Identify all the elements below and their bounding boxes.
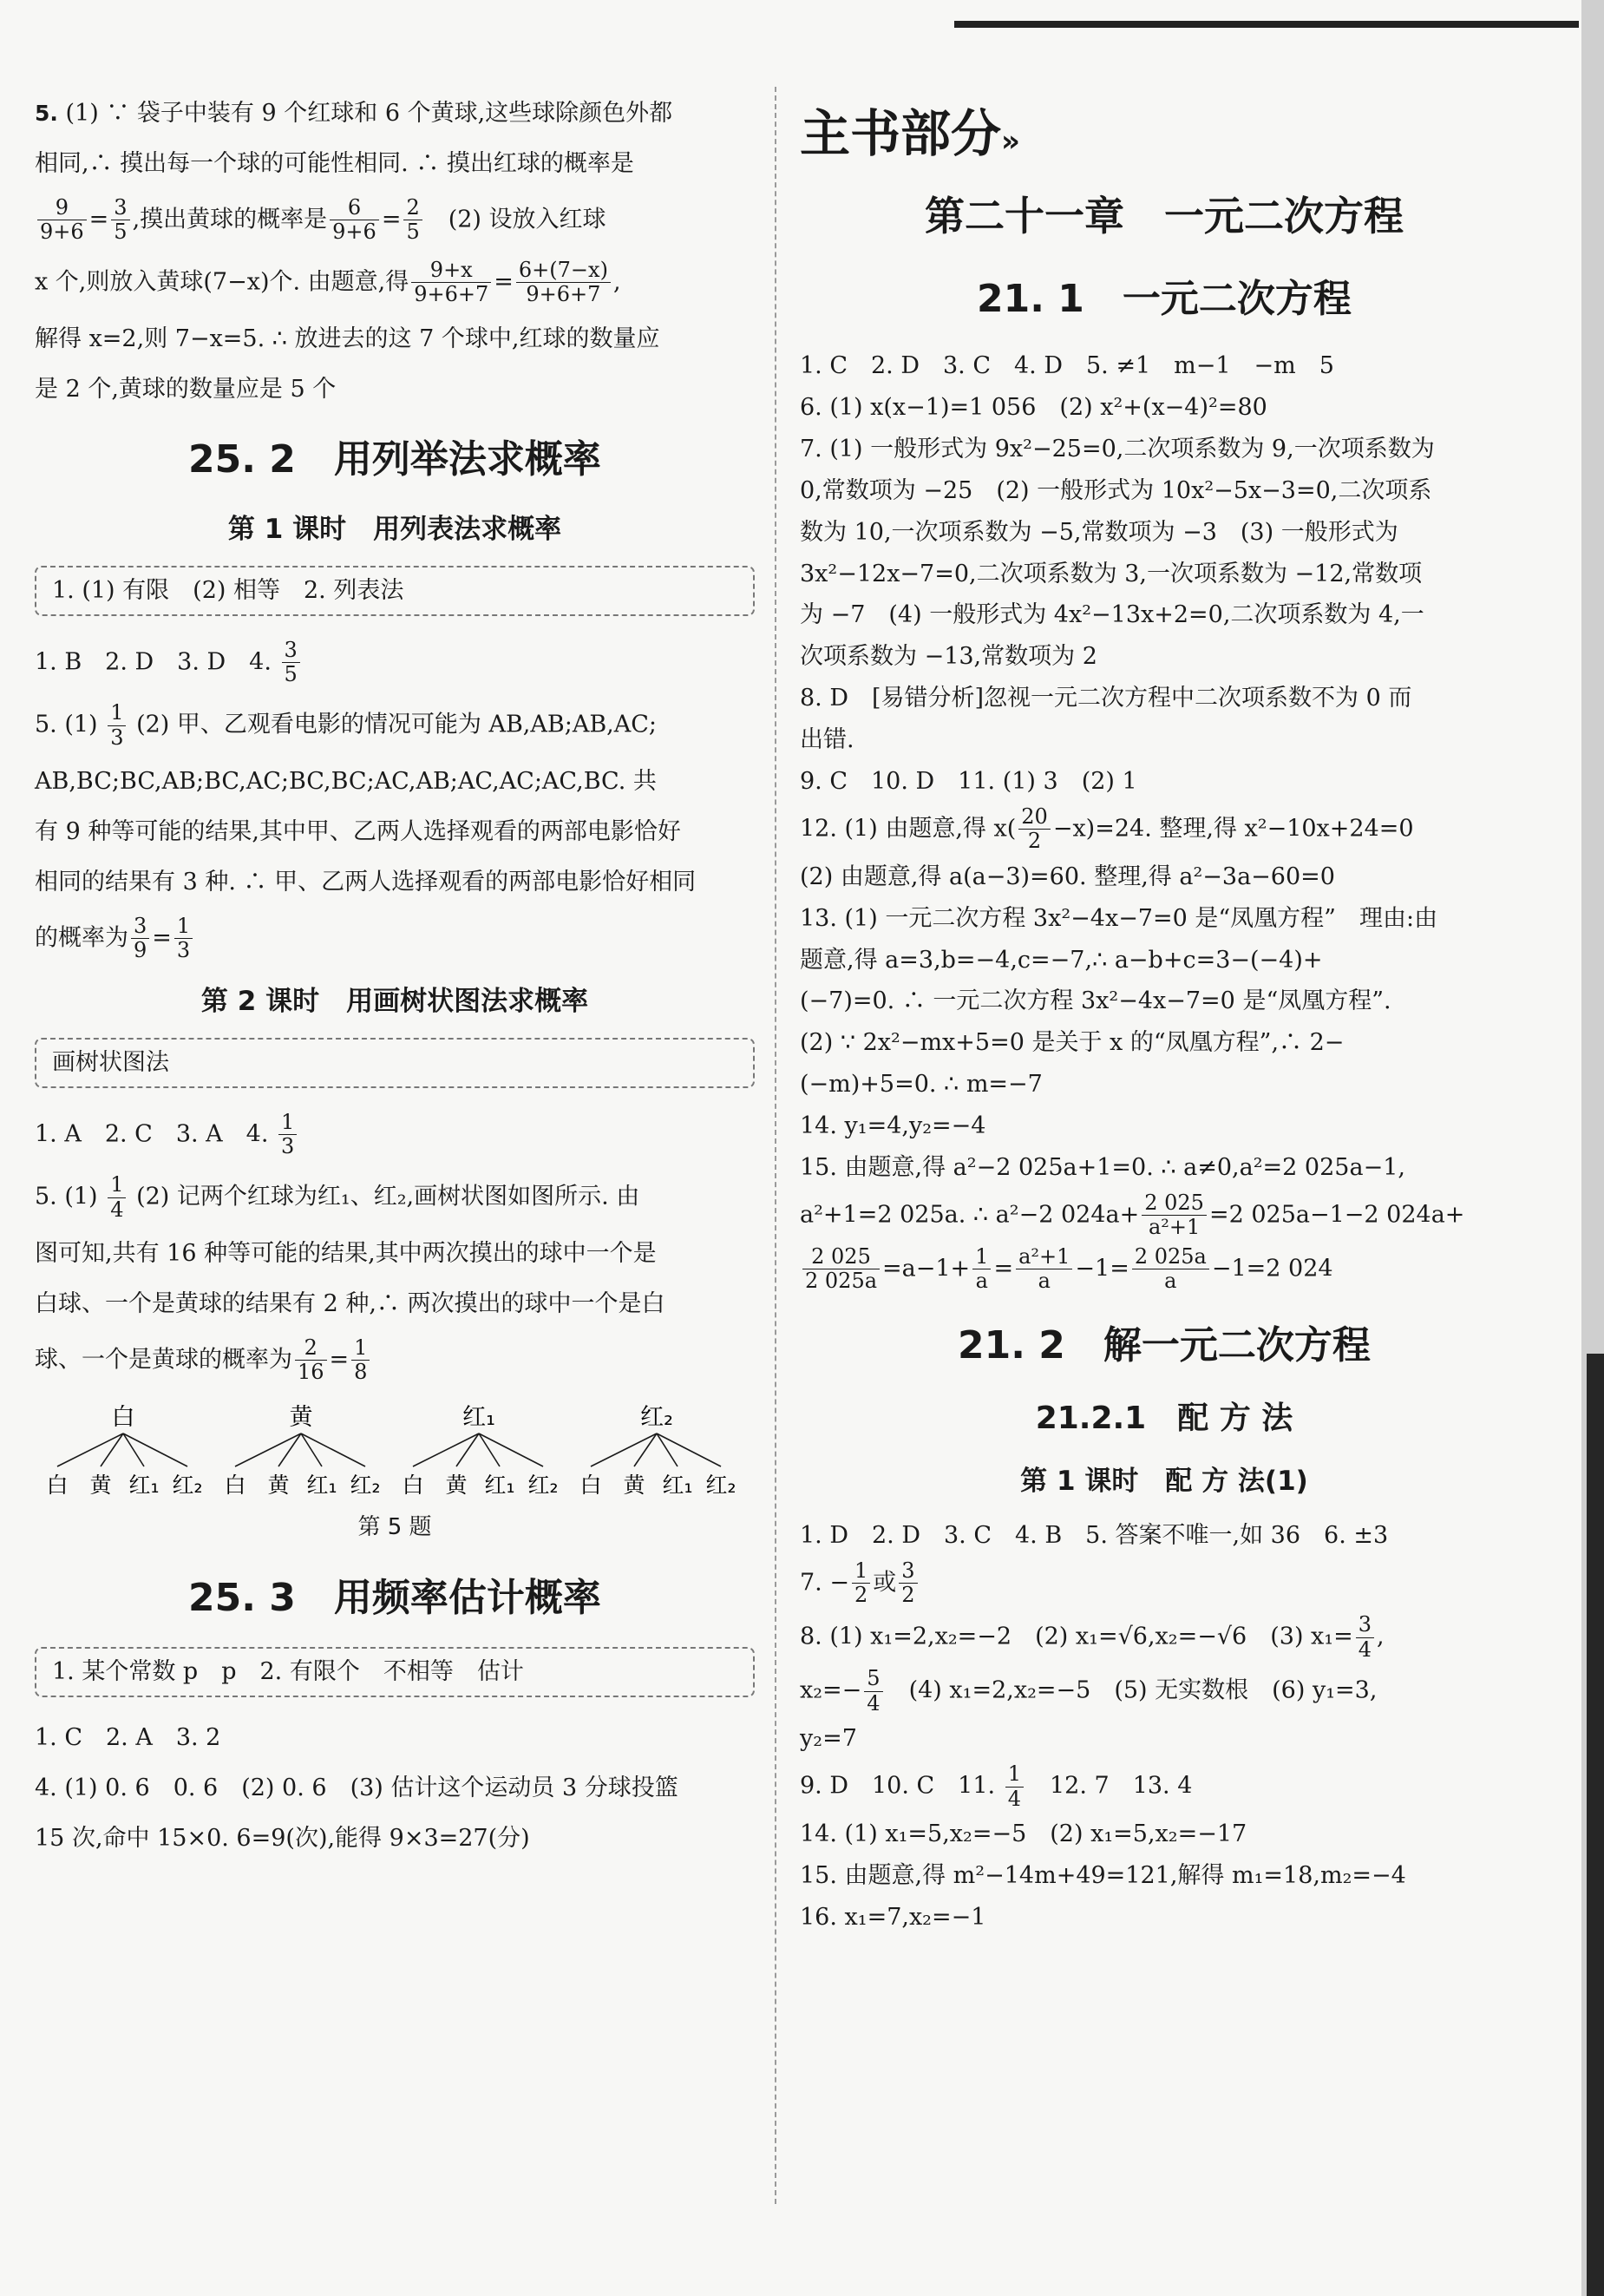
fraction: $\frac{1}{3}$ xyxy=(174,915,193,963)
fraction: $\frac{2 025}{2 025a}$ xyxy=(802,1245,880,1294)
answer-line: 1. D 2. D 3. C 4. B 5. 答案不唯一,如 36 6. ±3 xyxy=(800,1522,1389,1549)
tree-root-node: 黄 xyxy=(289,1404,313,1432)
fraction: $\frac{1}{2}$ xyxy=(852,1559,870,1608)
q5-lesson2-l3: 白球、一个是黄球的结果有 2 种,∴ 两次摸出的球中一个是白 xyxy=(35,1290,665,1318)
fraction: $\frac{2}{5}$ xyxy=(403,196,422,245)
tree-leaf-node: 白 xyxy=(224,1473,246,1499)
q5-line-3: $\frac{9}{9+6}$ = $\frac{3}{5}$ ,摸出黄球的概率是 $\frac{6}{9+6}$ = $\frac{2}{5}$ (2) 设放入红球 xyxy=(35,196,755,245)
tree-root-node: 红₂ xyxy=(640,1404,673,1432)
answer-line-q8-2: x₂=− $\frac{5}{4}$ (4) x₁=2,x₂=−5 (5) 无实数根 (6) y₁=3, xyxy=(800,1666,1378,1715)
fraction: $\frac{9+x}{9+6+7}$ xyxy=(411,259,491,307)
tree-leaf-node: 黄 xyxy=(445,1473,468,1499)
lesson-title-2: 第 2 课时 用画树状图法求概率 xyxy=(200,985,589,1017)
answer-line: 14. (1) x₁=5,x₂=−5 (2) x₁=5,x₂=−17 xyxy=(800,1820,1247,1848)
left-column xyxy=(35,95,755,1871)
fraction: $\frac{3}{5}$ xyxy=(282,639,300,687)
answer-line: 0,常数项为 −25 (2) 一般形式为 10x²−5x−3=0,二次项系 xyxy=(800,476,1432,504)
tree-diagram xyxy=(35,1399,755,1546)
answers-row: 1. B 2. D 3. D 4. $\frac{3}{5}$ xyxy=(35,639,755,687)
fraction: $\frac{1}{3}$ xyxy=(278,1111,297,1159)
tree-leaf-node: 黄 xyxy=(89,1473,112,1499)
answer-line: 3x²−12x−7=0,二次项系数为 3,一次项系数为 −12,常数项 xyxy=(800,560,1423,587)
page-edge-dark xyxy=(1587,1354,1604,2296)
tree-root-node: 红₁ xyxy=(462,1404,495,1432)
answer-line: (2) 由题意,得 a(a−3)=60. 整理,得 a²−3a−60=0 xyxy=(800,863,1335,890)
tree-leaf-node: 红₂ xyxy=(172,1473,203,1499)
fraction: $\frac{5}{4}$ xyxy=(864,1667,882,1715)
chapter-title: 第二十一章 一元二次方程 xyxy=(925,192,1404,239)
answer-line: 出错. xyxy=(800,725,854,753)
answer-line: 为 −7 (4) 一般形式为 4x²−13x+2=0,二次项系数为 4,一 xyxy=(800,601,1424,629)
fraction: $\frac{1}{a}$ xyxy=(972,1245,991,1294)
fraction: $\frac{3}{4}$ xyxy=(1356,1613,1374,1662)
answer-line: 14. y₁=4,y₂=−4 xyxy=(800,1112,986,1139)
q4-line-1: 4. (1) 0. 6 0. 6 (2) 0. 6 (3) 估计这个运动员 3 分球投篮 xyxy=(35,1774,678,1801)
fraction: $\frac{2 025a}{a}$ xyxy=(1132,1245,1209,1294)
answer-line: 16. x₁=7,x₂=−1 xyxy=(800,1904,986,1932)
answer-line: (−m)+5=0. ∴ m=−7 xyxy=(800,1071,1043,1099)
main-title: 主书部分» xyxy=(800,104,1020,163)
answer-line: 次项系数为 −13,常数项为 2 xyxy=(800,643,1097,671)
answer-line: 15. 由题意,得 a²−2 025a+1=0. ∴ a≠0,a²=2 025a−1, xyxy=(800,1153,1405,1181)
fraction: $\frac{\text{a²+1}}{a}$ xyxy=(1016,1245,1072,1294)
section-title-25-2: 25. 2 用列举法求概率 xyxy=(188,436,601,482)
q5-lesson1-l5: 的概率为 $\frac{3}{9}$ = $\frac{1}{3}$ xyxy=(35,915,755,963)
tree-branch xyxy=(57,1433,123,1466)
tree-leaf-node: 红₂ xyxy=(350,1473,381,1499)
double-chevron-icon: » xyxy=(1001,124,1020,159)
fraction: $\frac{3}{2}$ xyxy=(899,1559,917,1608)
q5-line-1: 5. (1) ∵ 袋子中装有 9 个红球和 6 个黄球,这些球除颜色外都 xyxy=(35,100,673,127)
q5-lesson1-l2: AB,BC;BC,AB;BC,AC;BC,BC;AC,AB;AC,AC;AC,BC. 共 xyxy=(35,768,657,796)
answer-line: 15. 由题意,得 m²−14m+49=121,解得 m₁=18,m₂=−4 xyxy=(800,1862,1406,1890)
answer-line-q15-3: $\frac{2 025}{2 025a}$ =a−1+ $\frac{1}{a}$ = $\frac{\text{a²+1}}{a}$ −1= $\frac{2 025a}{a}$ −1=2 024 xyxy=(800,1245,1529,1294)
fraction: $\frac{1}{3}$ xyxy=(108,701,126,750)
fraction: $\frac{20}{2}$ xyxy=(1018,805,1051,854)
section-title-25-3: 25. 3 用频率估计概率 xyxy=(188,1576,601,1621)
tree-leaf-node: 白 xyxy=(46,1473,69,1499)
lesson-title: 第 1 课时 配 方 法(1) xyxy=(1020,1465,1308,1497)
tree-leaf-node: 白 xyxy=(579,1473,602,1499)
answer-line: 8. D [易错分析]忽视一元二次方程中二次项系数不为 0 而 xyxy=(800,685,1412,712)
tree-leaf-node: 红₁ xyxy=(662,1473,693,1499)
answer-line: y₂=7 xyxy=(800,1725,857,1753)
tree-leaf-node: 黄 xyxy=(623,1473,645,1499)
fraction: $\frac{2 025}{\text{a²+1}}$ xyxy=(1142,1191,1207,1240)
answer-line: (−7)=0. ∴ 一元二次方程 3x²−4x−7=0 是“凤凰方程”. xyxy=(800,987,1391,1015)
tree-diagram-svg xyxy=(35,1399,755,1512)
fraction: $\frac{1}{4}$ xyxy=(108,1173,126,1222)
lesson-title-1: 第 1 课时 用列表法求概率 xyxy=(227,513,562,545)
answer-line-q9: 9. D 10. C 11. $\frac{1}{4}$ 12. 7 13. 4 xyxy=(800,1761,1193,1811)
fraction: $\frac{9}{9+6}$ xyxy=(37,196,87,245)
column-divider xyxy=(775,87,776,2204)
tree-branch xyxy=(235,1433,301,1466)
tree-leaf-node: 红₁ xyxy=(128,1473,160,1499)
answer-line: 题意,得 a=3,b=−4,c=−7,∴ a−b+c=3−(−4)+ xyxy=(800,946,1323,974)
q5-lesson2-l2: 图可知,共有 16 种等可能的结果,其中两次摸出的球中一个是 xyxy=(35,1240,657,1268)
q5-line-6: 是 2 个,黄球的数量应是 5 个 xyxy=(35,375,337,403)
key-points-box: 1. (1) 有限 (2) 相等 2. 列表法 xyxy=(35,566,755,616)
fraction: $\frac{3}{5}$ xyxy=(111,196,129,245)
q5-lesson1-l4: 相同的结果有 3 种. ∴ 甲、乙两人选择观看的两部电影恰好相同 xyxy=(35,868,697,895)
answer-line-q7: 7. − $\frac{1}{2}$ 或 $\frac{3}{2}$ xyxy=(800,1559,1529,1608)
tree-root-node: 白 xyxy=(111,1404,135,1432)
tree-leaf-node: 黄 xyxy=(267,1473,290,1499)
fraction: $\frac{6}{9+6}$ xyxy=(330,196,379,245)
answers-row: 1. C 2. A 3. 2 xyxy=(35,1724,221,1752)
q5-lesson1-l3: 有 9 种等可能的结果,其中甲、乙两人选择观看的两部电影恰好 xyxy=(35,818,681,846)
answer-line: 1. C 2. D 3. C 4. D 5. ≠1 m−1 −m 5 xyxy=(800,352,1334,380)
answers-row: 1. A 2. C 3. A 4. $\frac{1}{3}$ xyxy=(35,1111,755,1159)
subsection-title-21-2-1: 21.2.1 配 方 法 xyxy=(1035,1401,1293,1437)
tree-branch xyxy=(591,1433,657,1466)
q5-line-5: 解得 x=2,则 7−x=5. ∴ 放进去的这 7 个球中,红球的数量应 xyxy=(35,325,660,353)
section-title-21-1: 21. 1 一元二次方程 xyxy=(977,277,1352,322)
answer-line-q8: 8. (1) x₁=2,x₂=−2 (2) x₁=√6,x₂=−√6 (3) x₁= $\frac{3}{4}$ , xyxy=(800,1612,1385,1662)
q5-line-2: 相同,∴ 摸出每一个球的可能性相同. ∴ 摸出红球的概率是 xyxy=(35,149,634,177)
q5-lesson1: 5. (1) $\frac{1}{3}$ (2) 甲、乙观看电影的情况可能为 AB,AB;AB,AC; xyxy=(35,700,658,750)
tree-branch xyxy=(413,1433,479,1466)
tree-leaf-node: 红₁ xyxy=(484,1473,515,1499)
answer-line: 6. (1) x(x−1)=1 056 (2) x²+(x−4)²=80 xyxy=(800,394,1267,422)
q4-line-2: 15 次,命中 15×0. 6=9(次),能得 9×3=27(分) xyxy=(35,1824,530,1852)
q5-lesson2: 5. (1) $\frac{1}{4}$ (2) 记两个红球为红₁、红₂,画树状图如图所示. 由 xyxy=(35,1172,640,1222)
tree-leaf-node: 白 xyxy=(402,1473,424,1499)
fraction: $\frac{6+(7-x)}{9+6+7}$ xyxy=(516,259,611,307)
key-points-box: 1. 某个常数 p p 2. 有限个 不相等 估计 xyxy=(35,1647,755,1697)
tree-leaf-node: 红₂ xyxy=(527,1473,559,1499)
answer-line: 9. C 10. D 11. (1) 3 (2) 1 xyxy=(800,767,1137,795)
key-points-box: 画树状图法 xyxy=(35,1038,755,1088)
fraction: $\frac{2}{16}$ xyxy=(295,1336,327,1385)
answer-line-q12: 12. (1) 由题意,得 x( $\frac{20}{2}$ −x)=24. 整理,得 x²−10x+24=0 xyxy=(800,804,1414,854)
top-edge-bar xyxy=(954,21,1579,28)
q5-lesson2-l4: 球、一个是黄球的概率为 $\frac{2}{16}$ = $\frac{1}{8}$ xyxy=(35,1336,755,1385)
figure-caption: 第 5 题 xyxy=(357,1514,432,1541)
fraction: $\frac{1}{4}$ xyxy=(1005,1762,1024,1811)
q5-line-4: x 个,则放入黄球(7−x)个. 由题意,得 $\frac{9+x}{9+6+7}$ = $\frac{6+(7-x)}{9+6+7}$ , xyxy=(35,257,621,307)
answer-line: (2) ∵ 2x²−mx+5=0 是关于 x 的“凤凰方程”,∴ 2− xyxy=(800,1029,1345,1057)
answer-line-q15-2: a²+1=2 025a. ∴ a²−2 024a+ $\frac{2 025}{\text{a²+1}}$ =2 025a−1−2 024a+ xyxy=(800,1190,1465,1240)
answer-line: 数为 10,一次项系数为 −5,常数项为 −3 (3) 一般形式为 xyxy=(800,518,1398,546)
tree-leaf-node: 红₁ xyxy=(306,1473,337,1499)
fraction: $\frac{1}{8}$ xyxy=(351,1336,370,1385)
right-column xyxy=(800,95,1529,1941)
section-title-21-2: 21. 2 解一元二次方程 xyxy=(958,1322,1371,1368)
tree-leaf-node: 红₂ xyxy=(705,1473,737,1499)
answer-line: 13. (1) 一元二次方程 3x²−4x−7=0 是“凤凰方程” 理由:由 xyxy=(800,904,1438,932)
answer-line: 7. (1) 一般形式为 9x²−25=0,二次项系数为 9,一次项系数为 xyxy=(800,436,1435,463)
fraction: $\frac{3}{9}$ xyxy=(131,915,149,963)
